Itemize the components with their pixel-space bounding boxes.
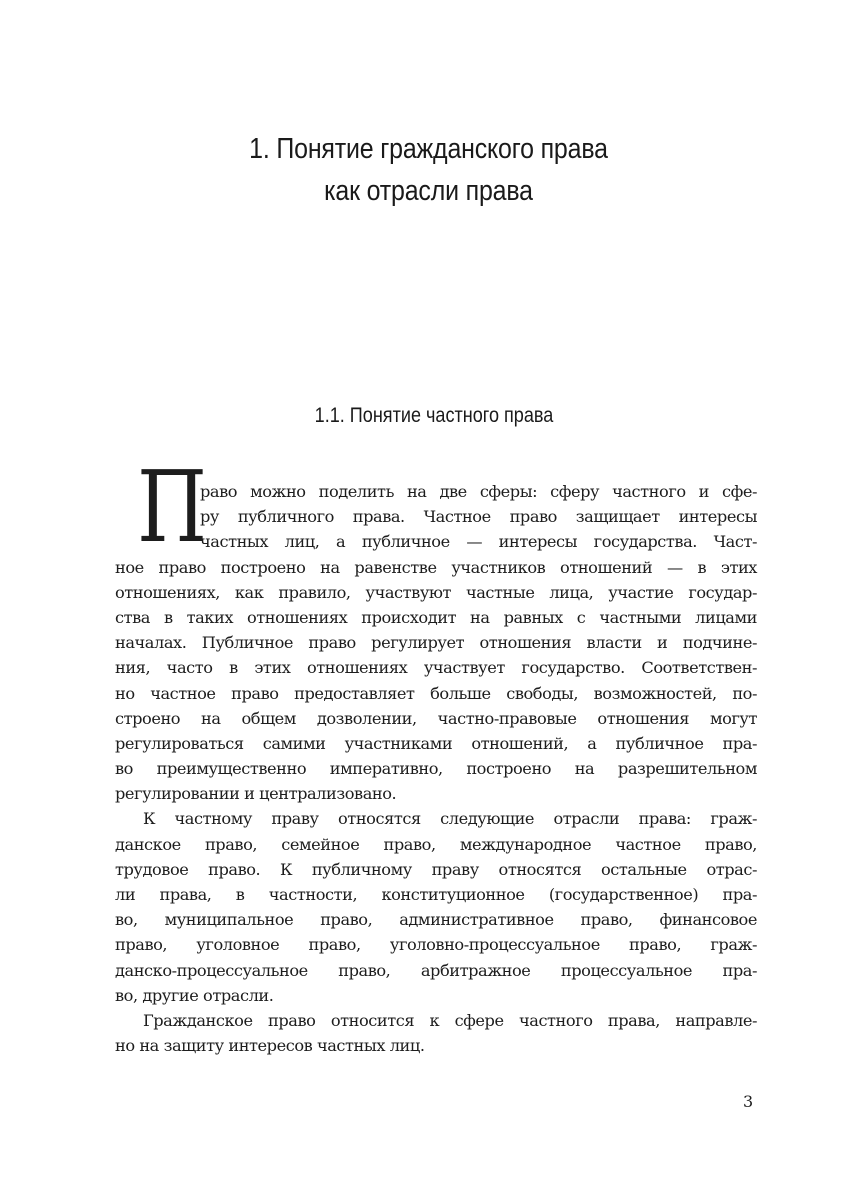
text-line: частных лиц, а публичное — интересы государства. Част- — [200, 532, 757, 552]
text-line: раво можно поделить на две сферы: сферу частного и сфе- — [200, 482, 757, 501]
text-line: регулировании и централизовано. — [115, 784, 397, 804]
text-line: началах. Публичное право регулирует отношения власти и подчине- — [115, 633, 757, 653]
text-line: ства в таких отношениях происходит на равных с частными лицами — [115, 607, 757, 627]
text-line: Гражданское право относится к сфере частного права, направле- — [143, 1010, 757, 1030]
text-line: во преимущественно императивно, построено на разрешительном — [115, 759, 757, 779]
text-line: строено на общем дозволении, частно-правовые отношения могут — [115, 708, 757, 728]
text-line: данско-процессуальное право, арбитражное процессуальное пра- — [115, 960, 757, 980]
page-number: 3 — [743, 1092, 754, 1111]
text-line: ния, часто в этих отношениях участвует государство. Соответствен- — [115, 658, 757, 678]
text-line: во, муниципальное право, административное право, финансовое — [115, 910, 757, 930]
text-line: ру публичного права. Частное право защищает интересы — [200, 507, 757, 527]
text-line: трудовое право. К публичному праву относятся остальные отрас- — [115, 859, 757, 879]
body-text — [115, 479, 757, 1058]
text-line: но на защиту интересов частных лиц. — [115, 1036, 425, 1056]
text-line: К частному праву относятся следующие отрасли права: граж- — [143, 809, 757, 829]
chapter-title — [60, 128, 797, 212]
text-line: но частное право предоставляет больше свободы, возможностей, по- — [115, 683, 757, 703]
drop-cap: П — [137, 451, 208, 565]
text-line: ное право построено на равенстве участников отношений — в этих — [115, 557, 757, 577]
chapter-title-line-2: как отрасли права — [324, 175, 533, 207]
text-line: ли права, в частности, конституционное (государственное) пра- — [115, 885, 757, 904]
chapter-title-line-1: 1. Понятие гражданского права — [249, 133, 608, 165]
section-title: 1.1. Понятие частного права — [314, 404, 554, 427]
text-line: данское право, семейное право, международное частное право, — [115, 834, 757, 854]
text-line: отношениях, как правило, участвуют частные лица, участие государ- — [115, 582, 757, 602]
text-line: во, другие отрасли. — [115, 985, 274, 1005]
text-line: регулироваться самими участниками отношений, а публичное пра- — [115, 733, 757, 753]
text-line: право, уголовное право, уголовно-процессуальное право, граж- — [115, 935, 757, 955]
